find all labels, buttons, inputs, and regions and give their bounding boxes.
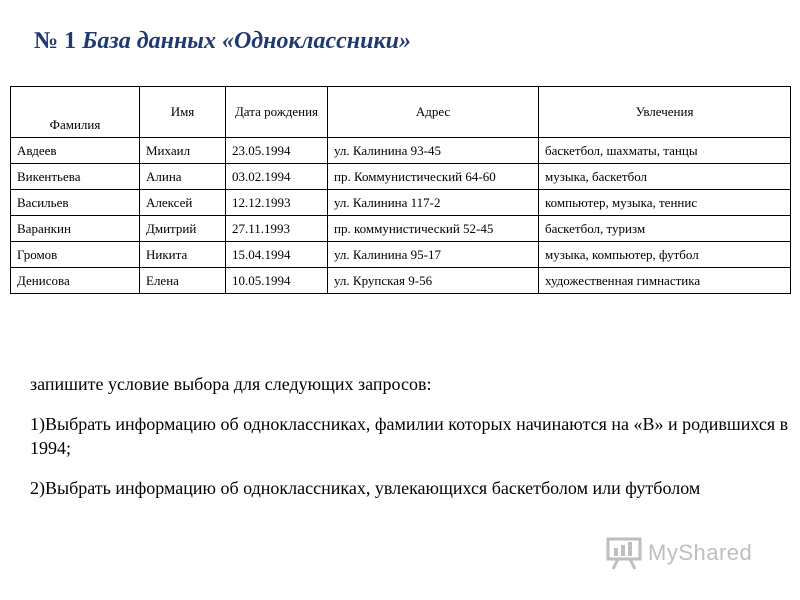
cell-birthdate: 03.02.1994 (226, 164, 328, 190)
watermark-text: MyShared (648, 540, 753, 565)
task-query-2: 2)Выбрать информацию об одноклассниках, увлекающихся баскетболом или футболом (30, 478, 701, 498)
column-header-hobbies: Увлечения (539, 87, 791, 138)
cell-surname: Викентьева (11, 164, 140, 190)
column-header-address: Адрес (328, 87, 539, 138)
title-name: База данных «Одноклассники» (82, 28, 411, 54)
cell-birthdate: 12.12.1993 (226, 190, 328, 216)
column-header-birthdate: Дата рождения (226, 87, 328, 138)
cell-name: Дмитрий (140, 216, 226, 242)
presentation-board-icon (606, 536, 642, 570)
cell-hobbies: музыка, баскетбол (539, 164, 791, 190)
cell-hobbies: художественная гимнастика (539, 268, 791, 294)
page-title (34, 28, 411, 55)
task-intro: запишите условие выбора для следующих запросов: (30, 374, 432, 394)
table-header-row (11, 87, 791, 138)
cell-address: ул. Калинина 95-17 (328, 242, 539, 268)
cell-hobbies: музыка, компьютер, футбол (539, 242, 791, 268)
cell-address: ул. Калинина 93-45 (328, 138, 539, 164)
cell-surname: Варанкин (11, 216, 140, 242)
cell-surname: Авдеев (11, 138, 140, 164)
cell-address: ул. Крупская 9-56 (328, 268, 539, 294)
cell-surname: Васильев (11, 190, 140, 216)
cell-hobbies: баскетбол, туризм (539, 216, 791, 242)
cell-name: Алексей (140, 190, 226, 216)
cell-birthdate: 10.05.1994 (226, 268, 328, 294)
cell-birthdate: 27.11.1993 (226, 216, 328, 242)
cell-surname: Денисова (11, 268, 140, 294)
cell-name: Михаил (140, 138, 226, 164)
cell-name: Алина (140, 164, 226, 190)
cell-address: пр. Коммунистический 64-60 (328, 164, 539, 190)
title-number: № 1 (34, 28, 77, 54)
column-header-surname: Фамилия (11, 87, 140, 138)
column-header-name: Имя (140, 87, 226, 138)
table-row (11, 242, 791, 268)
classmates-table (10, 86, 791, 294)
table-row (11, 190, 791, 216)
table-row (11, 164, 791, 190)
table-row (11, 268, 791, 294)
table-row (11, 216, 791, 242)
cell-address: пр. коммунистический 52-45 (328, 216, 539, 242)
myshared-watermark (606, 536, 752, 570)
cell-hobbies: баскетбол, шахматы, танцы (539, 138, 791, 164)
cell-surname: Громов (11, 242, 140, 268)
table-row (11, 138, 791, 164)
cell-birthdate: 23.05.1994 (226, 138, 328, 164)
cell-name: Елена (140, 268, 226, 294)
cell-address: ул. Калинина 117-2 (328, 190, 539, 216)
cell-hobbies: компьютер, музыка, теннис (539, 190, 791, 216)
task-text (30, 372, 790, 516)
task-query-1: 1)Выбрать информацию об одноклассниках, фамилии которых начинаются на «В» и родившихся в 1994; (30, 414, 789, 458)
cell-name: Никита (140, 242, 226, 268)
cell-birthdate: 15.04.1994 (226, 242, 328, 268)
